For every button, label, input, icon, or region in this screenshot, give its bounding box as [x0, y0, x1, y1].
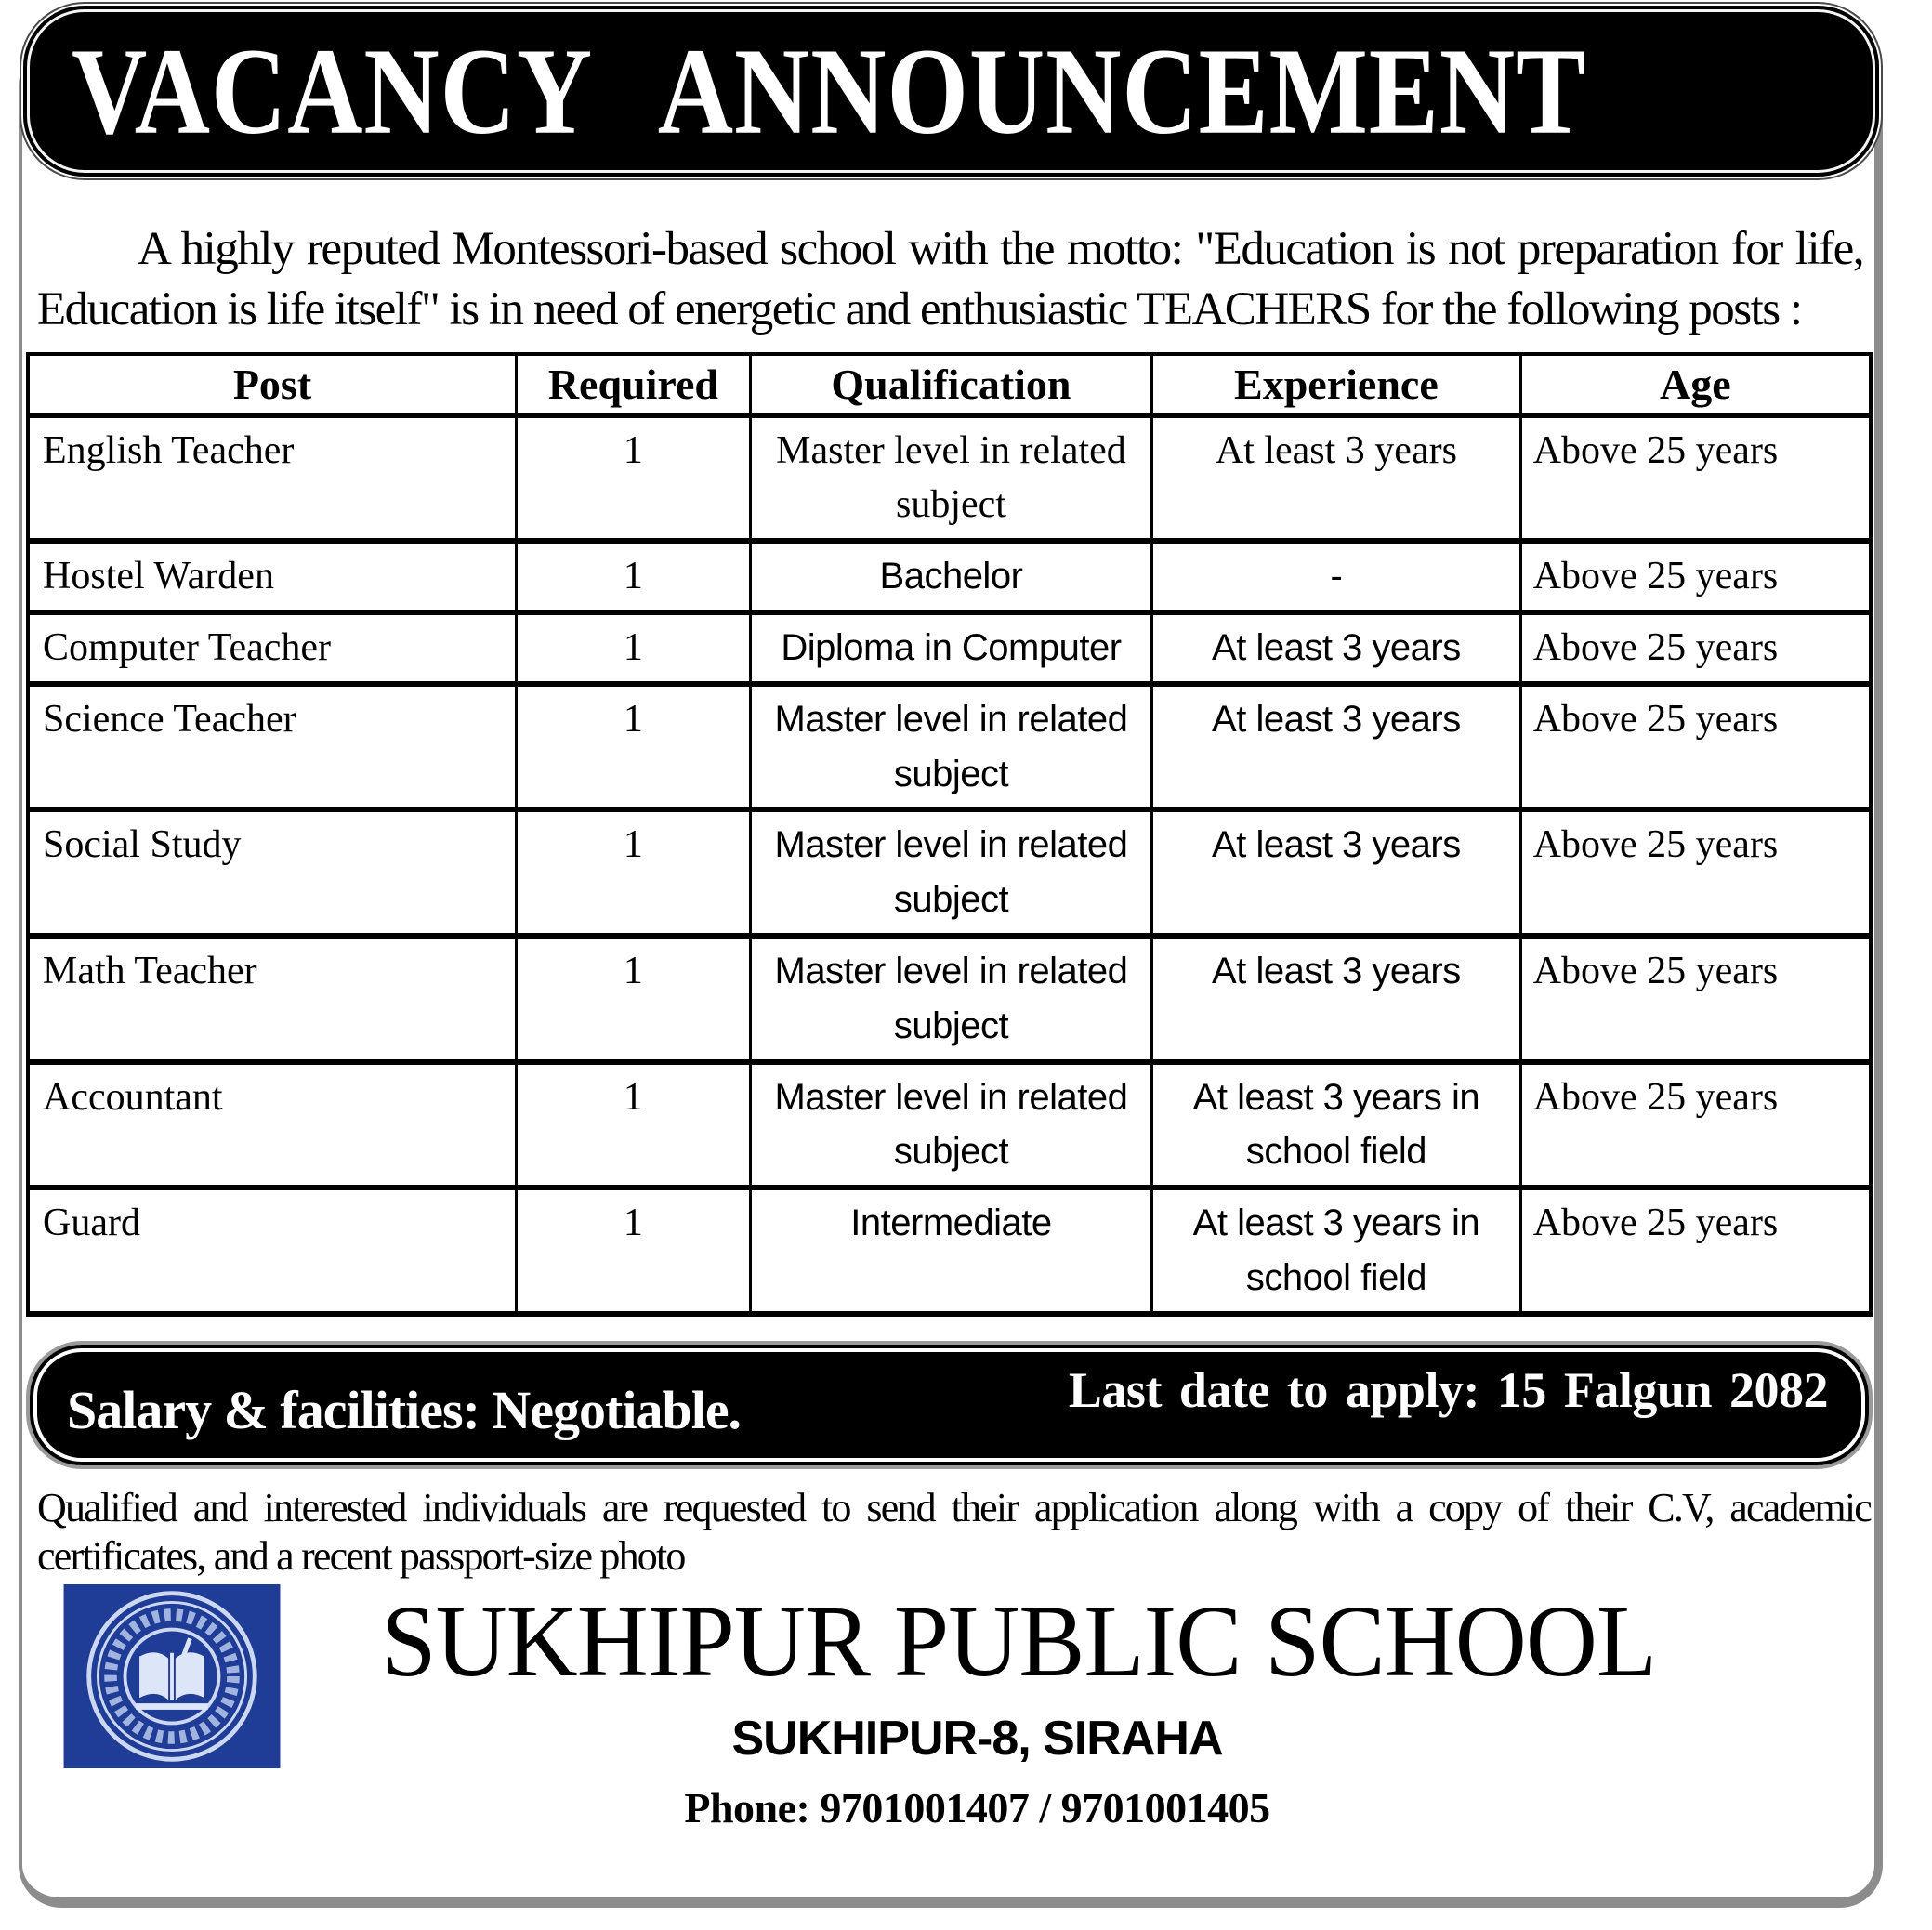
cell-required: 1	[516, 809, 750, 936]
col-header-post: Post	[28, 354, 516, 415]
table-row	[28, 612, 1871, 684]
school-name: SUKHIPUR PUBLIC SCHOOL	[381, 1583, 1657, 1698]
cell-experience: At least 3 years in school field	[1152, 1188, 1521, 1314]
table-header-row	[28, 354, 1871, 415]
cell-age: Above 25 years	[1520, 612, 1871, 684]
col-header-qualification: Qualification	[750, 354, 1151, 415]
cell-required: 1	[516, 415, 750, 542]
table-row	[28, 936, 1871, 1062]
cell-experience: At least 3 years in school field	[1152, 1062, 1521, 1188]
cell-age: Above 25 years	[1520, 541, 1871, 612]
col-header-required: Required	[516, 354, 750, 415]
cell-required: 1	[516, 684, 750, 810]
table-row	[28, 809, 1871, 936]
school-logo	[63, 1584, 281, 1768]
col-header-age: Age	[1520, 354, 1871, 415]
cell-post: Math Teacher	[28, 936, 516, 1062]
application-instructions: Qualified and interested individuals are requested to send their application along with a copy of their C.V, academic certificates, and a recent passport-size photo	[37, 1484, 1871, 1579]
salary-deadline-bar	[26, 1341, 1873, 1469]
cell-required: 1	[516, 936, 750, 1062]
cell-post: Accountant	[28, 1062, 516, 1188]
cell-age: Above 25 years	[1520, 415, 1871, 542]
cell-post: Science Teacher	[28, 684, 516, 810]
cell-age: Above 25 years	[1520, 1188, 1871, 1314]
cell-qualification: Master level in related subject	[750, 684, 1151, 810]
school-phone: Phone: 9701001407 / 9701001405	[684, 1783, 1270, 1832]
table-row	[28, 684, 1871, 810]
cell-experience: At least 3 years	[1152, 936, 1521, 1062]
cell-qualification: Diploma in Computer	[750, 612, 1151, 684]
school-footer	[26, 1583, 1873, 1832]
cell-qualification: Bachelor	[750, 541, 1151, 612]
cell-post: Computer Teacher	[28, 612, 516, 684]
cell-required: 1	[516, 1062, 750, 1188]
table-row	[28, 1188, 1871, 1314]
cell-qualification: Master level in related subject	[750, 809, 1151, 936]
cell-age: Above 25 years	[1520, 936, 1871, 1062]
cell-experience: At least 3 years	[1152, 612, 1521, 684]
school-address: SUKHIPUR-8, SIRAHA	[731, 1711, 1223, 1766]
vacancy-table	[26, 352, 1873, 1317]
cell-qualification: Master level in related subject	[750, 415, 1151, 542]
table-row	[28, 415, 1871, 542]
cell-qualification: Intermediate	[750, 1188, 1151, 1314]
cell-experience: At least 3 years	[1152, 684, 1521, 810]
col-header-experience: Experience	[1152, 354, 1521, 415]
cell-required: 1	[516, 1188, 750, 1314]
cell-age: Above 25 years	[1520, 684, 1871, 810]
cell-post: Social Study	[28, 809, 516, 936]
cell-post: Hostel Warden	[28, 541, 516, 612]
cell-experience: At least 3 years	[1152, 415, 1521, 542]
cell-qualification: Master level in related subject	[750, 936, 1151, 1062]
title-banner	[23, 6, 1879, 177]
cell-required: 1	[516, 612, 750, 684]
cell-experience: -	[1152, 541, 1521, 612]
cell-required: 1	[516, 541, 750, 612]
cell-age: Above 25 years	[1520, 1062, 1871, 1188]
intro-paragraph: A highly reputed Montessori-based school with the motto: "Education is not preparation for life, Education is life itself" is in need of energetic and enthusiastic TEACHERS for the following posts :	[37, 223, 1863, 336]
cell-post: English Teacher	[28, 415, 516, 542]
page-content	[26, 219, 1873, 1832]
page-title: VACANCY ANNOUNCEMENT	[72, 21, 1587, 160]
table-row	[28, 1062, 1871, 1188]
cell-qualification: Master level in related subject	[750, 1062, 1151, 1188]
cell-experience: At least 3 years	[1152, 809, 1521, 936]
cell-age: Above 25 years	[1520, 809, 1871, 936]
deadline-text: Last date to apply: 15 Falgun 2082	[1068, 1361, 1828, 1418]
cell-post: Guard	[28, 1188, 516, 1314]
table-row	[28, 541, 1871, 612]
salary-text: Salary & facilities: Negotiable.	[67, 1380, 742, 1441]
